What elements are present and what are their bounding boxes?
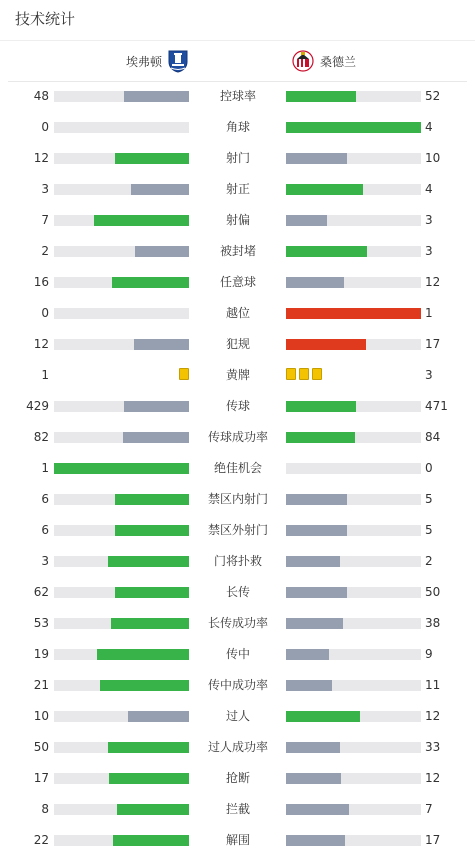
away-value: 3 — [425, 244, 433, 258]
stat-row — [0, 360, 475, 391]
stat-row — [0, 484, 475, 515]
away-bar-track — [286, 308, 421, 319]
away-value: 17 — [425, 833, 441, 847]
home-bar-fill — [100, 680, 189, 691]
stat-row — [0, 391, 475, 422]
away-bar-fill — [286, 680, 332, 691]
stat-label: 拦截 — [225, 802, 250, 816]
away-value: 12 — [425, 275, 441, 289]
away-bar-track — [286, 153, 421, 164]
home-bar-track — [54, 587, 189, 598]
away-bar-track — [286, 463, 421, 474]
stat-label: 越位 — [225, 306, 250, 320]
away-value: 52 — [425, 89, 441, 103]
home-bar-track — [54, 680, 189, 691]
away-bar-fill — [286, 618, 343, 629]
home-value: 50 — [33, 740, 49, 754]
home-value: 22 — [33, 833, 49, 847]
away-bar-fill — [286, 711, 360, 722]
away-value: 5 — [425, 492, 433, 506]
away-value: 9 — [425, 647, 433, 661]
away-bar-track — [286, 556, 421, 567]
home-bar-track — [54, 91, 189, 102]
home-value: 3 — [41, 182, 49, 196]
home-bar-fill — [134, 339, 189, 350]
yellow-card-icon — [179, 368, 189, 380]
stat-label: 绝佳机会 — [213, 461, 262, 475]
home-value: 19 — [33, 647, 49, 661]
away-team-name: 桑德兰 — [320, 55, 357, 69]
stat-label: 黄牌 — [225, 368, 250, 382]
away-yellow-cards — [286, 368, 322, 382]
away-bar-fill — [286, 246, 367, 257]
stat-row — [0, 670, 475, 701]
home-value: 12 — [33, 151, 49, 165]
home-bar-fill — [112, 277, 189, 288]
stat-row — [0, 701, 475, 732]
away-bar-fill — [286, 835, 345, 846]
home-bar-track — [54, 649, 189, 660]
stat-label: 被封堵 — [219, 244, 256, 258]
away-value: 11 — [425, 678, 441, 692]
stat-row — [0, 608, 475, 639]
away-bar-fill — [286, 401, 356, 412]
away-bar-fill — [286, 91, 356, 102]
home-bar-fill — [108, 742, 189, 753]
stat-label: 控球率 — [219, 89, 256, 103]
away-bar-track — [286, 122, 421, 133]
section-title: 技术统计 — [15, 10, 76, 28]
away-bar-track — [286, 277, 421, 288]
home-bar-track — [54, 618, 189, 629]
stat-label: 传中 — [225, 647, 250, 661]
home-bar-track — [54, 773, 189, 784]
home-bar-track — [54, 835, 189, 846]
home-bar-fill — [117, 804, 189, 815]
home-value: 48 — [33, 89, 49, 103]
home-value: 6 — [41, 492, 49, 506]
away-bar-track — [286, 804, 421, 815]
away-bar-fill — [286, 153, 347, 164]
away-bar-fill — [286, 339, 366, 350]
home-value: 21 — [33, 678, 49, 692]
home-bar-track — [54, 153, 189, 164]
away-bar-track — [286, 742, 421, 753]
away-bar-track — [286, 246, 421, 257]
stat-row — [0, 267, 475, 298]
home-value: 2 — [41, 244, 49, 258]
home-value: 17 — [33, 771, 49, 785]
stat-label: 传球 — [225, 399, 250, 413]
home-bar-fill — [115, 494, 189, 505]
stat-row — [0, 298, 475, 329]
home-value: 10 — [33, 709, 49, 723]
home-value: 3 — [41, 554, 49, 568]
away-bar-track — [286, 618, 421, 629]
home-value: 0 — [41, 306, 49, 320]
stat-label: 禁区外射门 — [207, 523, 268, 537]
away-bar-fill — [286, 742, 340, 753]
home-value: 16 — [33, 275, 49, 289]
away-bar-track — [286, 401, 421, 412]
home-bar-fill — [94, 215, 189, 226]
away-bar-track — [286, 339, 421, 350]
away-bar-track — [286, 494, 421, 505]
home-bar-fill — [113, 835, 189, 846]
home-value: 53 — [33, 616, 49, 630]
away-value: 3 — [425, 213, 433, 227]
home-value: 1 — [41, 461, 49, 475]
stat-label: 传球成功率 — [207, 430, 268, 444]
divider — [0, 40, 475, 41]
home-bar-track — [54, 246, 189, 257]
home-value: 12 — [33, 337, 49, 351]
away-bar-fill — [286, 494, 347, 505]
home-bar-track — [54, 804, 189, 815]
away-bar-fill — [286, 525, 347, 536]
home-value: 0 — [41, 120, 49, 134]
away-bar-fill — [286, 215, 327, 226]
stat-row — [0, 732, 475, 763]
away-value: 1 — [425, 306, 433, 320]
away-bar-fill — [286, 122, 421, 133]
home-bar-track — [54, 215, 189, 226]
stat-row — [0, 577, 475, 608]
stat-label: 射门 — [225, 151, 250, 165]
home-bar-fill — [128, 711, 189, 722]
away-bar-track — [286, 587, 421, 598]
away-bar-fill — [286, 308, 421, 319]
away-team[interactable] — [292, 49, 356, 75]
stat-row — [0, 112, 475, 143]
away-value: 7 — [425, 802, 433, 816]
stat-row — [0, 205, 475, 236]
away-value: 4 — [425, 120, 433, 134]
home-bar-fill — [123, 432, 189, 443]
away-bar-track — [286, 649, 421, 660]
home-value: 8 — [41, 802, 49, 816]
stat-label: 抢断 — [225, 771, 250, 785]
sunderland-crest-icon — [292, 50, 314, 75]
stat-row — [0, 825, 475, 856]
home-bar-fill — [111, 618, 189, 629]
away-value: 2 — [425, 554, 433, 568]
stat-label: 任意球 — [219, 275, 256, 289]
away-bar-fill — [286, 773, 341, 784]
stat-row — [0, 515, 475, 546]
away-bar-track — [286, 432, 421, 443]
away-bar-fill — [286, 277, 344, 288]
away-bar-fill — [286, 649, 329, 660]
home-bar-track — [54, 339, 189, 350]
stats-list — [0, 81, 475, 856]
away-bar-fill — [286, 432, 355, 443]
away-value: 5 — [425, 523, 433, 537]
away-value: 4 — [425, 182, 433, 196]
home-bar-track — [54, 711, 189, 722]
stat-label: 传中成功率 — [207, 678, 268, 692]
stat-row — [0, 639, 475, 670]
home-bar-track — [54, 308, 189, 319]
stat-row — [0, 236, 475, 267]
home-bar-fill — [124, 401, 189, 412]
home-value: 62 — [33, 585, 49, 599]
stat-label: 长传成功率 — [207, 616, 268, 630]
stat-label: 角球 — [225, 120, 250, 134]
home-yellow-cards — [179, 368, 189, 382]
away-value: 12 — [425, 771, 441, 785]
yellow-card-icon — [312, 368, 322, 380]
home-bar-track — [54, 122, 189, 133]
away-bar-track — [286, 680, 421, 691]
home-team-name: 埃弗顿 — [126, 55, 163, 69]
home-bar-fill — [109, 773, 189, 784]
stat-row — [0, 794, 475, 825]
home-bar-fill — [97, 649, 189, 660]
away-bar-fill — [286, 587, 347, 598]
home-value: 7 — [41, 213, 49, 227]
home-bar-track — [54, 401, 189, 412]
home-bar-track — [54, 184, 189, 195]
home-bar-fill — [54, 463, 189, 474]
home-bar-fill — [131, 184, 189, 195]
stat-row — [0, 174, 475, 205]
stat-row — [0, 81, 475, 112]
away-value: 33 — [425, 740, 441, 754]
yellow-card-icon — [286, 368, 296, 380]
home-bar-track — [54, 742, 189, 753]
away-bar-fill — [286, 556, 340, 567]
home-bar-fill — [115, 587, 189, 598]
stat-label: 长传 — [225, 585, 250, 599]
home-bar-track — [54, 525, 189, 536]
away-value: 38 — [425, 616, 441, 630]
away-value: 10 — [425, 151, 441, 165]
home-bar-fill — [115, 525, 189, 536]
home-bar-track — [54, 432, 189, 443]
away-bar-track — [286, 525, 421, 536]
home-bar-fill — [115, 153, 189, 164]
away-bar-fill — [286, 804, 349, 815]
stat-label: 过人成功率 — [207, 740, 268, 754]
home-bar-track — [54, 277, 189, 288]
stat-row — [0, 453, 475, 484]
stat-row — [0, 143, 475, 174]
stat-label: 射偏 — [225, 213, 250, 227]
stat-label: 门将扑救 — [213, 554, 262, 568]
away-bar-track — [286, 773, 421, 784]
home-value: 1 — [41, 368, 49, 382]
stat-row — [0, 546, 475, 577]
home-value: 82 — [33, 430, 49, 444]
home-bar-fill — [108, 556, 189, 567]
home-bar-fill — [135, 246, 189, 257]
away-bar-fill — [286, 184, 363, 195]
home-bar-fill — [124, 91, 189, 102]
away-bar-track — [286, 835, 421, 846]
stat-row — [0, 329, 475, 360]
stat-label: 过人 — [225, 709, 250, 723]
stat-label: 禁区内射门 — [207, 492, 268, 506]
away-bar-track — [286, 184, 421, 195]
stat-label: 射正 — [225, 182, 250, 196]
away-value: 3 — [425, 368, 433, 382]
home-bar-track — [54, 494, 189, 505]
stat-row — [0, 763, 475, 794]
home-value: 6 — [41, 523, 49, 537]
away-value: 0 — [425, 461, 433, 475]
stat-label: 解围 — [225, 833, 250, 847]
away-bar-track — [286, 711, 421, 722]
away-value: 12 — [425, 709, 441, 723]
away-bar-track — [286, 91, 421, 102]
stat-row — [0, 422, 475, 453]
away-value: 84 — [425, 430, 441, 444]
away-value: 471 — [425, 399, 448, 413]
away-bar-track — [286, 215, 421, 226]
home-bar-track — [54, 463, 189, 474]
away-value: 50 — [425, 585, 441, 599]
home-team[interactable] — [126, 49, 189, 75]
stat-label: 犯规 — [225, 337, 250, 351]
yellow-card-icon — [299, 368, 309, 380]
home-value: 429 — [26, 399, 49, 413]
away-value: 17 — [425, 337, 441, 351]
home-bar-track — [54, 556, 189, 567]
everton-crest-icon — [167, 49, 189, 76]
